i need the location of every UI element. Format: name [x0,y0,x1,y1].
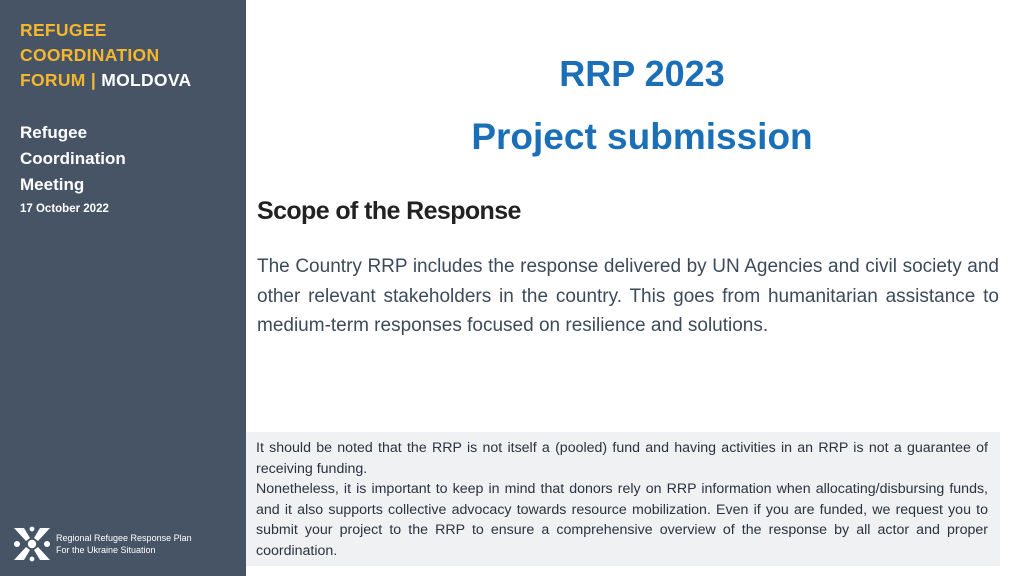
meeting-title-line1: Refugee [20,123,88,142]
rrp-logo [12,522,232,566]
forum-country: MOLDOVA [101,70,192,90]
logo-line2: For the Ukraine Situation [56,545,156,555]
rrp-logo-text [56,532,192,556]
forum-title-line2: COORDINATION [20,45,160,65]
rrp-logo-icon [12,524,52,564]
funding-note-box [246,432,1000,566]
forum-title-line1: REFUGEE [20,20,107,40]
meeting-title-line2: Coordination [20,149,126,168]
meeting-title [20,120,126,198]
forum-title-line3 [20,68,191,93]
scope-heading: Scope of the Response [257,197,521,225]
slide-title: RRP 2023 [559,53,725,94]
meeting-title-line3: Meeting [20,175,85,194]
meeting-date: 17 October 2022 [20,203,109,215]
logo-line1: Regional Refugee Response Plan [56,533,192,543]
slide-subtitle: Project submission [471,116,813,157]
forum-separator: | [90,70,97,90]
note-paragraph-1: It should be noted that the RRP is not itself a (pooled) fund and having activities in an RRP is not a guarantee of receiving funding. [256,440,988,477]
forum-title-line3-forum: FORUM [20,70,86,90]
scope-paragraph: The Country RRP includes the response delivered by UN Agencies and civil society and other relevant stakeholders in the country. This goes from humanitarian assistance to medium-term responses focused on resilience and solutions. [257,256,999,336]
forum-title [20,18,191,93]
note-paragraph-2: Nonetheless, it is important to keep in mind that donors rely on RRP information when allocating/disbursing funds, and it also supports collective advocacy towards resource mobilization. Even if you are funded, we request you to submit your project to the RRP to ensure a comprehensive overview of the response by all actor and proper coordination. [256,481,988,559]
sidebar [0,0,246,576]
